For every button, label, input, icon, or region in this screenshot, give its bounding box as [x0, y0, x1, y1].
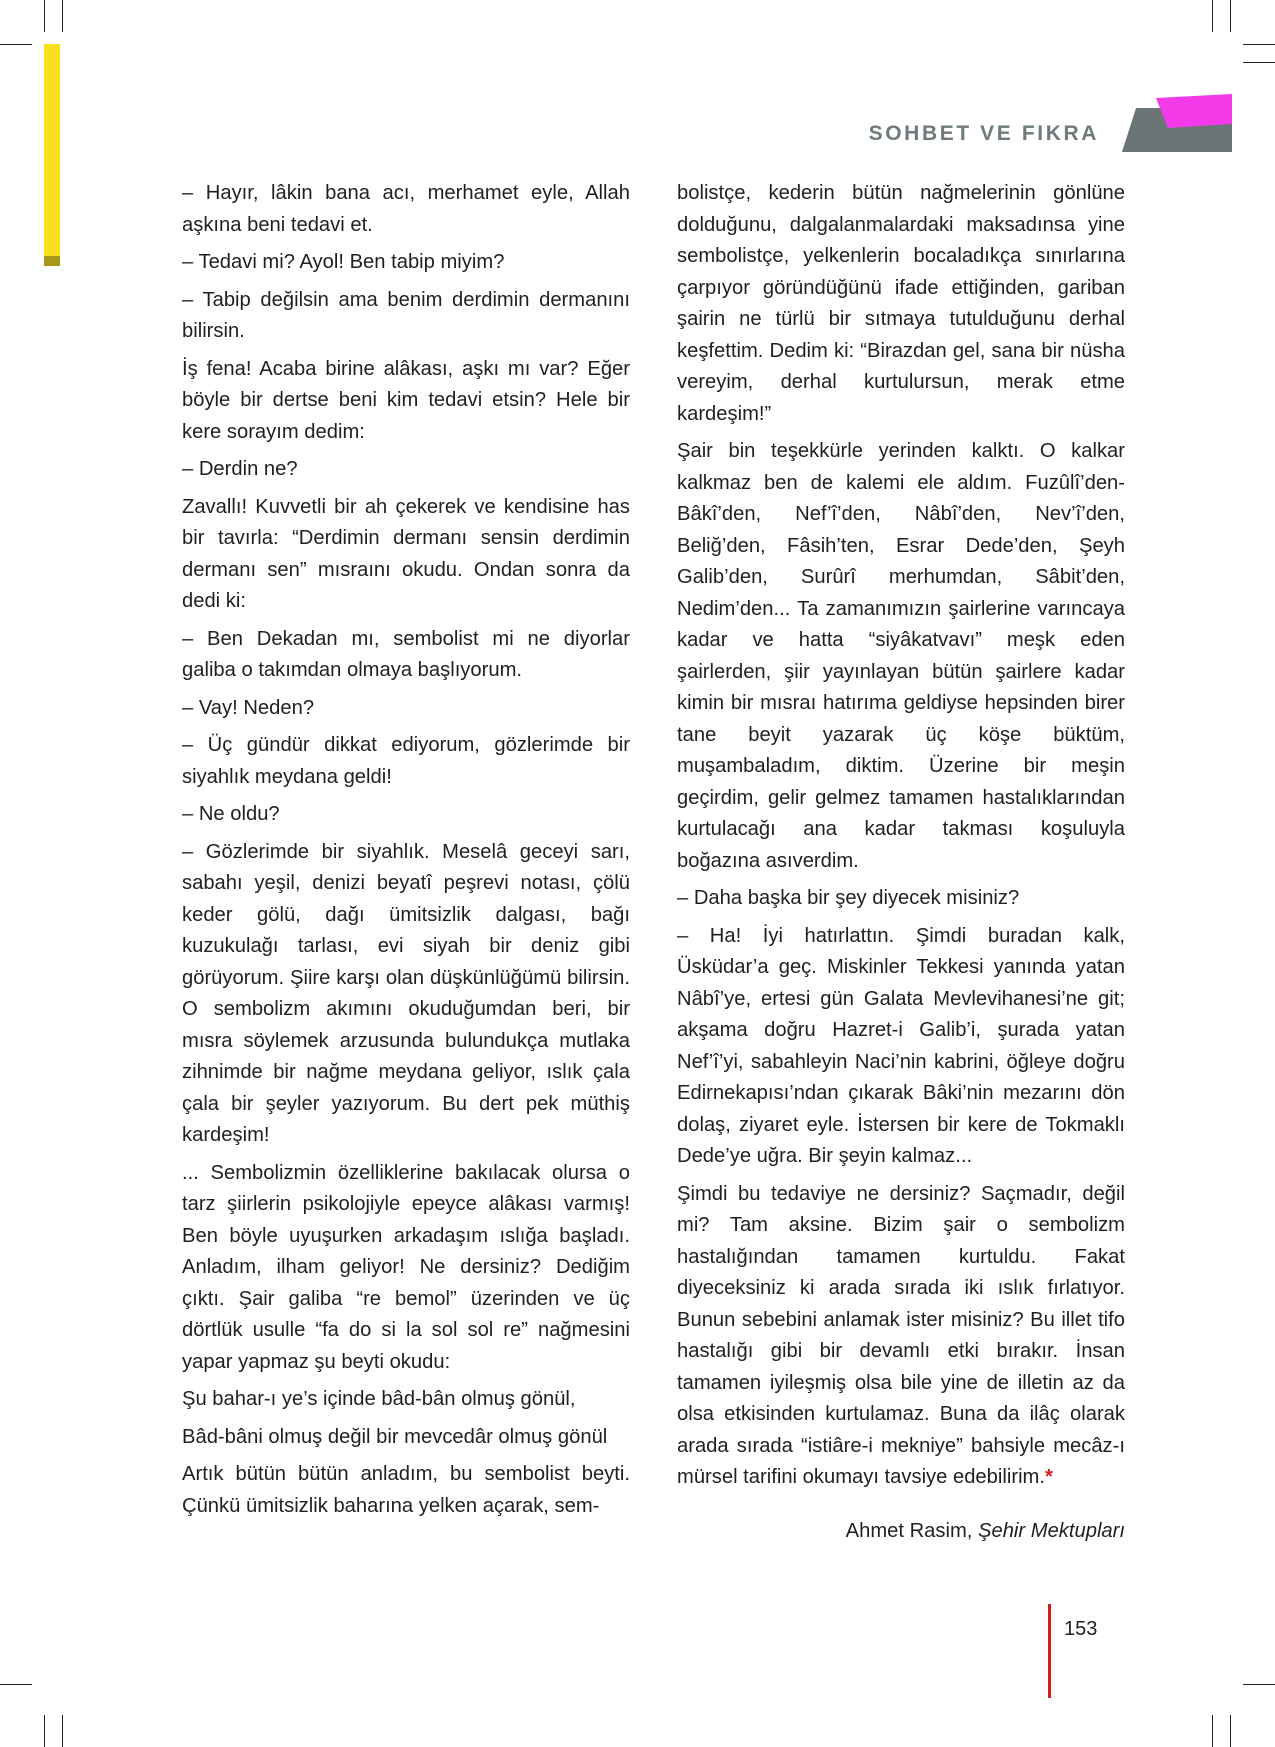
- crop-mark: [44, 1715, 45, 1747]
- paragraph: Zavallı! Kuvvetli bir ah çekerek ve kendisine has bir tavırla: “Derdimin dermanı sensin derdimin dermanı sen” mısraını okudu. Ondan sonra da dedi ki:: [182, 495, 630, 612]
- paragraph: – Vay! Neden?: [182, 696, 315, 719]
- paragraph: ... Sembolizmin özelliklerine bakılacak olursa o tarz şiirlerin psikolojiyle epeyce alâkası varmış! Ben böyle uyuşurken arkadaşım ıslığa başladı. Anladım, ilham geliyor! Ne dersiniz? Dediğim çıktı. Şair galiba “re bemol” üzerinden ve üç dörtlük usulle “fa do si la sol sol re” nağmesini yapar yapmaz şu beyti okudu:: [182, 1161, 630, 1373]
- page-number-bar: [1048, 1604, 1051, 1698]
- paragraph: – Tabip değilsin ama benim derdimin dermanını bilirsin.: [182, 288, 630, 342]
- paragraph: – Ne oldu?: [182, 803, 280, 825]
- paragraph-text: Şimdi bu tedaviye ne dersiniz? Saçmadır, değil mi? Tam aksine. Bizim şair o sembolizm hastalığından tamamen kurtuldu. Fakat diyeceksiniz ki arada sırada iki ıslık fırlatıyor. Bunun sebebini anlamak ister misiniz? Bu illet tifo hastalığı gibi bir devamlı etki bırakır. İnsan tamamen iyileşmiş olsa bile yine de illetin az da olsa etkisinden kurtulamaz. Buna da ilâç olarak arada sırada “istiâre-i mekniye” bahsiyle mecâz-ı mürsel tarifini okumayı tavsiye edebilirim.: [677, 1182, 1125, 1488]
- paragraph-last: [677, 1179, 1125, 1494]
- right-column: [677, 178, 1125, 1553]
- crop-mark: [1212, 0, 1213, 32]
- paragraph: – Hayır, lâkin bana acı, merhamet eyle, Allah aşkına beni tedavi et.: [182, 182, 630, 236]
- left-column: [182, 178, 630, 1528]
- verse-line: Bâd-bâni olmuş değil bir mevcedâr olmuş gönül: [182, 1425, 608, 1448]
- paragraph: – Gözlerimde bir siyahlık. Meselâ geceyi sarı, sabahı yeşil, denizi beyatî peşrevi notası, çölü keder gölü, dağı ümitsizlik dalgası, bağı kuzukulağı tarlası, evi siyah bir deniz gibi görüyorum. Şiire karşı olan düşkünlüğümü bilirsin. O sembolizm akımını okuduğumdan beri, bir mısra söylemek arzusunda bulundukça mutlaka zihnimde bir nağme meydana geliyor, ıslık çala çala bir şeyler yazıyorum. Bu dert pek müthiş kardeşim!: [182, 840, 630, 1146]
- paragraph: – Derdin ne?: [182, 458, 298, 480]
- section-title: SOHBET VE FIKRA: [868, 122, 1099, 145]
- signature: [677, 1516, 1125, 1548]
- signature-work: Şehir Mektupları: [978, 1519, 1125, 1542]
- crop-mark: [1243, 44, 1275, 45]
- paragraph: bolistçe, kederin bütün nağmelerinin gönlüne dolduğunu, dalgalanmalardaki maksadınsa yine sembolistçe, yelkenlerin bocaladıkça sınırlarına çarpıyor göründüğünü ifade ettiğinden, gariban şairin ne türlü bir sıtmaya tutulduğunu derhal keşfettim. Dedim ki: “Birazdan gel, sana bir nüsha vereyim, derhal kurtulursun, merak etme kardeşim!”: [677, 182, 1125, 425]
- crop-mark: [0, 1684, 32, 1685]
- crop-mark: [44, 0, 45, 32]
- signature-author: Ahmet Rasim,: [845, 1519, 973, 1542]
- crop-mark: [1230, 0, 1231, 32]
- crop-mark: [0, 44, 32, 45]
- paragraph: – Daha başka bir şey diyecek misiniz?: [677, 887, 1020, 909]
- crop-mark: [1212, 1715, 1213, 1747]
- crop-mark: [1230, 1715, 1231, 1747]
- crop-mark: [62, 0, 63, 32]
- paragraph: İş fena! Acaba birine alâkası, aşkı mı var? Eğer böyle bir dertse beni kim tedavi etsin? Hele bir kere sorayım dedim:: [182, 357, 630, 443]
- verse-line: Şu bahar-ı ye’s içinde bâd-bân olmuş gönül,: [182, 1388, 576, 1410]
- page-number: 153: [1064, 1618, 1098, 1640]
- crop-mark: [1243, 62, 1275, 63]
- paragraph: – Tedavi mi? Ayol! Ben tabip miyim?: [182, 251, 505, 273]
- yellow-side-marker: [44, 44, 60, 256]
- paragraph: – Ben Dekadan mı, sembolist mi ne diyorlar galiba o takımdan olmaya başlıyorum.: [182, 627, 630, 681]
- crop-mark: [1243, 1684, 1275, 1685]
- paragraph: Artık bütün bütün anladım, bu sembolist beyti. Çünkü ümitsizlik baharına yelken açarak, sem-: [182, 1463, 630, 1517]
- paragraph: – Ha! İyi hatırlattın. Şimdi buradan kalk, Üsküdar’a geç. Miskinler Tekkesi yanında yatan Nâbî’ye, ertesi gün Galata Mevlevihanesi’ne git; akşama doğru Hazret-i Galib’i, şurada yatan Nef’î’yi, sabahleyin Naci’nin kabrini, öğleye doğru Edirnekapısı’ndan çıkarak Bâki’nin mezarını dön dolaş, ziyaret eyle. İstersen bir kere de Tokmaklı Dede’ye uğra. Bir şeyin kalmaz...: [677, 924, 1125, 1167]
- end-star-mark: *: [1044, 1466, 1053, 1488]
- section-tab-icon: [1122, 94, 1232, 152]
- paragraph: – Üç gündür dikkat ediyorum, gözlerimde bir siyahlık meydana geldi!: [182, 734, 630, 788]
- paragraph: Şair bin teşekkürle yerinden kalktı. O kalkar kalkmaz ben de kalemi ele aldım. Fuzûlî’den-Bâkî’den, Nef’î’den, Nâbî’den, Nev’î’den, Beliğ’den, Fâsih’ten, Esrar Dede’den, Şeyh Galib’den, Surûrî merhumdan, Sâbit’den, Nedim’den... Ta zamanımızın şairlerine varıncaya kadar ve hatta “siyâkatvavı” meşk eden şairlerden, şiir yayınlayan bütün şairlere kadar kimin bir mısraı hatırıma geldiyse hepsinden birer tane beyit yazarak üç köşe büktüm, muşambaladım, diktim. Üzerine bir meşin geçirdim, gelir gelmez tamamen hastalıklarından kurtulacağı ana kadar takması koşuluyla boğazına asıverdim.: [677, 440, 1125, 872]
- crop-mark: [62, 1715, 63, 1747]
- yellow-side-marker-shadow: [44, 256, 60, 266]
